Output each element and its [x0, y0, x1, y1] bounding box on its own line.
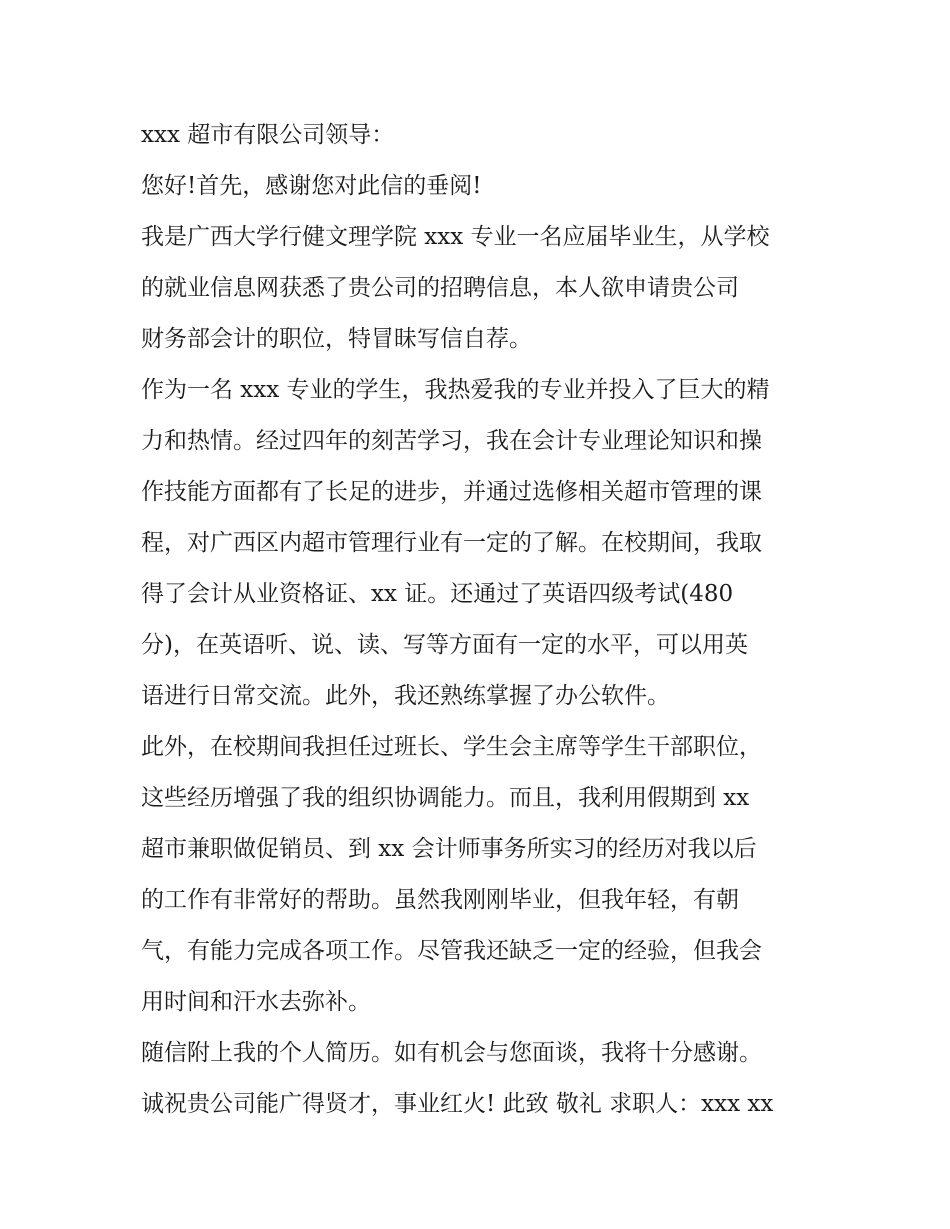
- paragraph-line: 气，有能力完成各项工作。尽管我还缺乏一定的经验，但我会: [141, 938, 762, 964]
- paragraph-line: 用时间和汗水去弥补。: [141, 989, 371, 1015]
- paragraph-line: 我是广西大学行健文理学院 xxx 专业一名应届毕业生，从学校: [141, 224, 770, 250]
- salutation: xxx 超市有限公司领导：: [141, 122, 395, 148]
- paragraph-line: 此外，在校期间我担任过班长、学生会主席等学生干部职位，: [141, 734, 762, 760]
- closing-signature-line: 诚祝贵公司能广得贤才，事业红火! 此致 敬礼 求职人：xxx xx: [141, 1091, 774, 1117]
- paragraph-line: 作为一名 xxx 专业的学生，我热爱我的专业并投入了巨大的精: [141, 377, 770, 403]
- paragraph-line: 语进行日常交流。此外，我还熟练掌握了办公软件。: [141, 683, 670, 709]
- paragraph-line: 财务部会计的职位，特冒昧写信自荐。: [141, 326, 532, 352]
- paragraph-line: 程，对广西区内超市管理行业有一定的了解。在校期间，我取: [141, 530, 762, 556]
- paragraph-line: 的工作有非常好的帮助。虽然我刚刚毕业，但我年轻，有朝: [141, 887, 739, 913]
- greeting: 您好!首先，感谢您对此信的垂阅!: [141, 173, 482, 199]
- paragraph-line: 这些经历增强了我的组织协调能力。而且，我利用假期到 xx: [141, 785, 750, 811]
- paragraph-line: 分)，在英语听、说、读、写等方面有一定的水平，可以用英: [141, 632, 748, 658]
- paragraph-line: 作技能方面都有了长足的进步，并通过选修相关超市管理的课: [141, 479, 762, 505]
- paragraph-line: 超市兼职做促销员、到 xx 会计师事务所实习的经历对我以后: [141, 836, 757, 862]
- paragraph-line: 得了会计从业资格证、xx 证。还通过了英语四级考试(480: [141, 581, 734, 607]
- letter-body: [141, 110, 831, 1130]
- paragraph-line: 力和热情。经过四年的刻苦学习，我在会计专业理论知识和操: [141, 428, 762, 454]
- paragraph-line: 随信附上我的个人简历。如有机会与您面谈，我将十分感谢。: [141, 1040, 762, 1066]
- paragraph-line: 的就业信息网获悉了贵公司的招聘信息，本人欲申请贵公司: [141, 275, 739, 301]
